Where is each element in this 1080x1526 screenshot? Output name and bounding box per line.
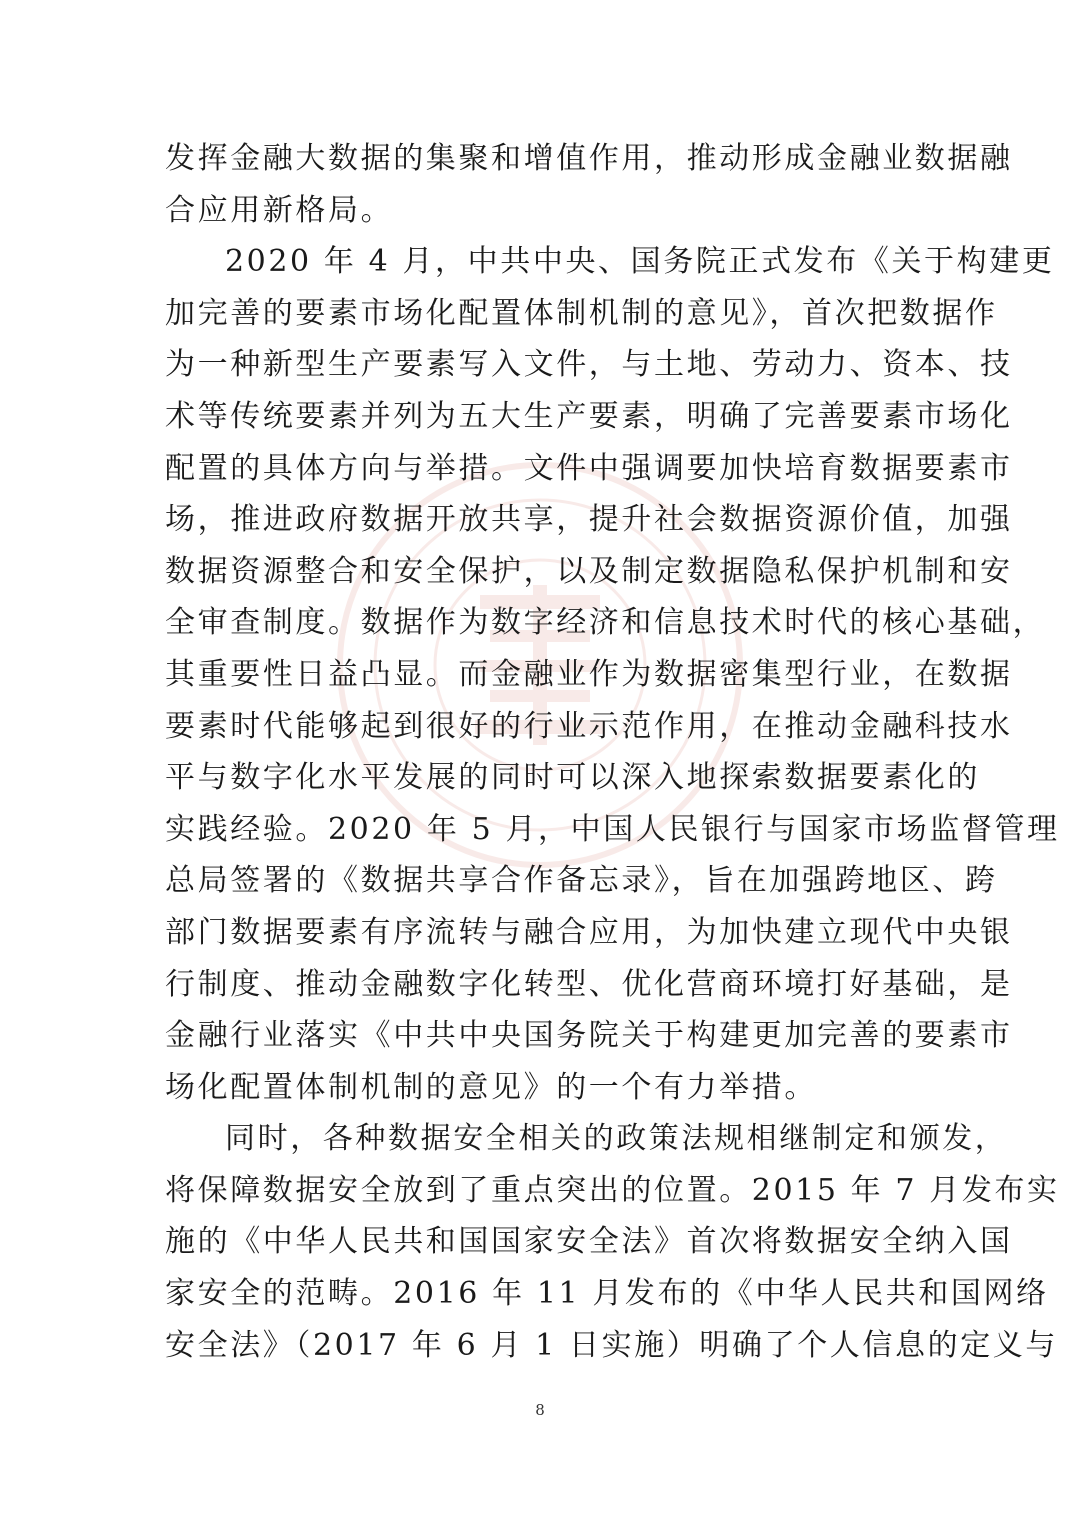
text-line: 配置的具体方向与举措。文件中强调要加快培育数据要素市 [165, 450, 1013, 486]
text-line: 发挥金融大数据的集聚和增值作用，推动形成金融业数据融 [165, 141, 1013, 176]
text-line: 总局签署的《数据共享合作备忘录》，旨在加强跨地区、跨 [165, 863, 998, 899]
text-line: 2020 年 4 月，中共中央、国务院正式发布《关于构建更 [225, 244, 1055, 280]
text-line: 场化配置体制机制的意见》的一个有力举措。 [165, 1069, 817, 1105]
text-line: 平与数字化水平发展的同时可以深入地探索数据要素化的 [165, 760, 980, 796]
text-line: 部门数据要素有序流转与融合应用，为加快建立现代中央银 [165, 914, 1013, 950]
text-line: 全审查制度。数据作为数字经济和信息技术时代的核心基础， [165, 605, 1046, 641]
text-line: 施的《中华人民共和国国家安全法》首次将数据安全纳入国 [165, 1224, 1013, 1260]
text-line: 将保障数据安全放到了重点突出的位置。2015 年 7 月发布实 [165, 1172, 1060, 1208]
text-line: 术等传统要素并列为五大生产要素，明确了完善要素市场化 [165, 398, 1013, 434]
text-line: 场，推进政府数据开放共享，提升社会数据资源价值，加强 [165, 502, 1013, 538]
text-line: 家安全的范畴。2016 年 11 月发布的《中华人民共和国网络 [165, 1276, 1049, 1312]
body-text [165, 133, 1060, 1371]
text-line: 实践经验。2020 年 5 月，中国人民银行与国家市场监督管理 [165, 811, 1060, 847]
text-line: 安全法》（2017 年 6 月 1 日实施）明确了个人信息的定义与 [165, 1327, 1059, 1363]
text-line: 要素时代能够起到很好的行业示范作用，在推动金融科技水 [165, 708, 1013, 744]
text-line: 数据资源整合和安全保护，以及制定数据隐私保护机制和安 [165, 553, 1013, 589]
text-line: 行制度、推动金融数字化转型、优化营商环境打好基础，是 [165, 966, 1013, 1002]
text-line: 同时，各种数据安全相关的政策法规相继制定和颁发， [225, 1121, 1008, 1157]
text-line: 金融行业落实《中共中央国务院关于构建更加完善的要素市 [165, 1018, 1013, 1054]
text-line: 其重要性日益凸显。而金融业作为数据密集型行业，在数据 [165, 656, 1013, 692]
text-line: 为一种新型生产要素写入文件，与土地、劳动力、资本、技 [165, 347, 1013, 383]
text-line: 加完善的要素市场化配置体制机制的意见》，首次把数据作 [165, 295, 998, 331]
page-number: 8 [535, 1401, 545, 1419]
text-line: 合应用新格局。 [165, 192, 394, 228]
